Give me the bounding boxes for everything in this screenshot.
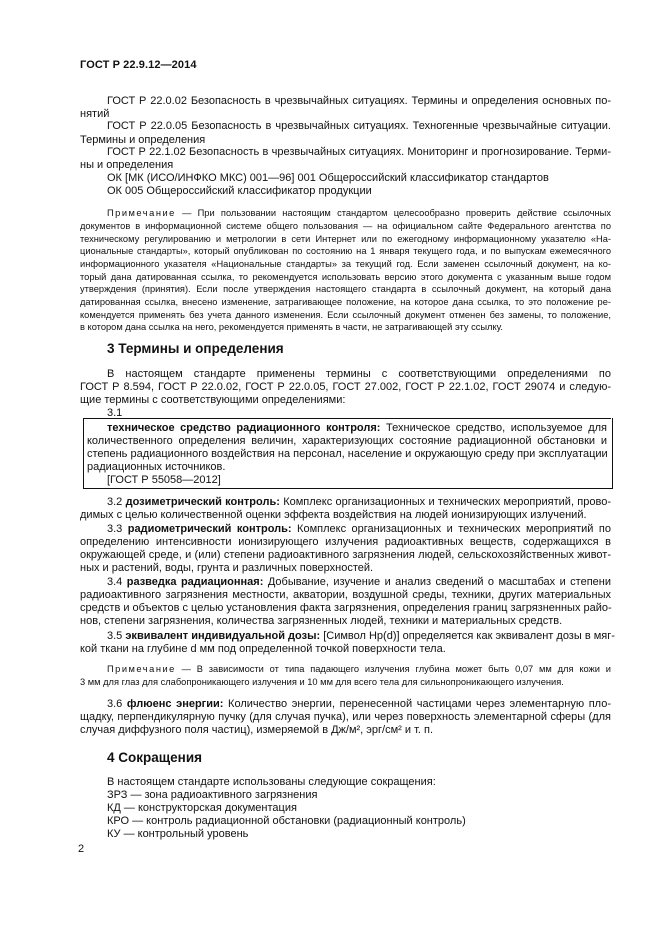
term-number: 3.2 <box>107 496 126 508</box>
note-line: 3 мм для глаз для слабопроникающего излучения и 10 мм для всего тела для сильнопроникающего излучения. <box>80 677 564 687</box>
note-text: — В зависимости от типа падающего излучения глубина может быть 0,07 мм для кожи и <box>175 664 611 674</box>
para-line: щие термины с соответствующими определениями: <box>80 394 346 406</box>
term-name: радиометрический контроль: <box>127 523 292 535</box>
term-line: радиационных источников. <box>87 461 226 473</box>
ref-line: ОК [МК (ИСО/ИНФКО МКС) 001—96] 001 Общероссийский классификатор стандартов <box>107 172 549 184</box>
term-name: флюенс энергии: <box>126 698 224 710</box>
ref-line: Термины и определения <box>80 134 206 146</box>
term-line: димых с целью количественной оценки эффекта воздействия на людей ионизирующих излучений. <box>80 509 587 521</box>
page-number: 2 <box>78 843 85 855</box>
term-line: средств и объектов с целью установления факта загрязнения, определения границ загрязненных райо- <box>80 602 612 614</box>
note-line: в котором дана ссылка на него, рекомендуется применять в части, не затрагивающей эту ссылку. <box>80 322 503 332</box>
note-line: комендуется применять без учета данного изменения. Если ссылочный документ отменен без замены, то положение, <box>80 310 611 320</box>
term-definition: Добывание, изучение и анализ сведений о масштабах и степени <box>263 576 612 588</box>
document-code-header: ГОСТ Р 22.9.12—2014 <box>80 59 197 71</box>
term-line: щадку, перпендикулярную пучку (для случая пучка), или через поверхность элементарной сферы (для <box>80 711 611 723</box>
term-definition: Техническое средство, используемое для <box>380 422 608 434</box>
note-line: циональные стандарты», который опубликован по состоянию на 1 января текущего года, и по выпускам ежемесячного <box>80 246 611 256</box>
term-name: эквивалент индивидуальной дозы: <box>125 630 321 642</box>
term-line: степень радиационного воздействия на персонал, население и окружающую среду при эксплуатации <box>87 448 608 460</box>
ref-line: ны и определения <box>80 159 174 171</box>
note-line: техническому регулированию и метрологии в сети Интернет или по ежегодному информационному указателю «На- <box>80 234 611 244</box>
note-line: документов в информационной системе общего пользования — на официальном сайте Федерального агентства по <box>80 221 611 231</box>
ref-line: ГОСТ Р 22.0.05 Безопасность в чрезвычайных ситуациях. Техногенные чрезвычайные ситуации. <box>107 120 611 132</box>
term-line: случая диффузного поля частиц), измеряемой в Дж/м², эрг/см² и т. п. <box>80 724 434 736</box>
term-name: разведка радиационная: <box>126 576 264 588</box>
note-line: торый дана датированная ссылка, то рекомендуется использовать версию этого документа с указанным выше годом <box>80 272 611 282</box>
term-line: кой ткани на глубине d мм под определенной точкой поверхности тела. <box>80 643 446 655</box>
term-name: дозиметрический контроль: <box>125 496 280 508</box>
ref-line: ГОСТ Р 22.0.02 Безопасность в чрезвычайных ситуациях. Термины и определения основных по- <box>107 95 611 107</box>
term-number: 3.5 <box>107 630 126 642</box>
section-heading: 3 Термины и определения <box>107 341 284 356</box>
section-heading: 4 Сокращения <box>107 750 202 765</box>
term-definition: Комплекс организационных и технических мероприятий по <box>291 523 611 535</box>
term-definition: [Символ Hp(d)] определяется как эквивалент дозы в мяг- <box>320 630 615 642</box>
term-line: количественного определения величин, характеризующих состояние радиационной обстановки и <box>87 435 607 447</box>
note-line: утверждения (принятия). Если после утверждения настоящего стандарта в ссылочный документ, на который дана <box>80 284 611 294</box>
term-number: 3.4 <box>107 576 127 588</box>
note-text: — При пользовании настоящим стандартом целесообразно проверить действие ссылочных <box>175 208 611 218</box>
note-first-line <box>107 207 611 220</box>
para-line: В настоящем стандарте использованы следующие сокращения: <box>107 776 436 788</box>
note-label: Примечание <box>107 208 176 218</box>
abbreviation-item: ЗРЗ — зона радиоактивного загрязнения <box>107 789 318 801</box>
term-number: 3.1 <box>107 407 123 419</box>
ref-line: ОК 005 Общероссийский классификатор продукции <box>107 185 372 197</box>
abbreviation-item: КРО — контроль радиационной обстановки (радиационный контроль) <box>107 815 466 827</box>
term-line: радиоактивного загрязнения местности, акватории, воздушной среды, техники, других материальных <box>80 589 611 601</box>
note-label: Примечание <box>107 664 176 674</box>
term-first-line <box>107 629 615 643</box>
term-number: 3.3 <box>107 523 128 535</box>
ref-line: нятий <box>80 108 110 120</box>
term-number: 3.6 <box>107 698 127 710</box>
term-definition: Комплекс организационных и технических мероприятий, прово- <box>279 496 611 508</box>
note-line: информационного указателя «Национальные стандарты» за текущий год. Если заменен ссылочный документ, на ко- <box>80 259 611 269</box>
term-line: ных и растений, воды, грунта и различных поверхностей. <box>80 562 374 574</box>
para-line: ГОСТ Р 8.594, ГОСТ Р 22.0.02, ГОСТ Р 22.0.05, ГОСТ 27.002, ГОСТ Р 22.1.02, ГОСТ 29074 и следую- <box>80 381 611 393</box>
term-first-line <box>107 575 611 589</box>
note-first-line <box>107 663 611 676</box>
term-first-line <box>107 495 611 509</box>
term-line: определению интенсивности ионизирующего излучения радиоактивных веществ, содержащихся в <box>80 536 611 548</box>
term-line: окружающей среде, и (или) степени радиоактивного загрязнения людей, сельскохозяйственных живот- <box>80 549 611 561</box>
term-name: техническое средство радиационного контроля: <box>107 422 381 434</box>
note-line: датированная ссылка, внесено изменение, затрагивающее положение, на которое дана ссылка, то это положение ре- <box>80 297 611 307</box>
ref-line: ГОСТ Р 22.1.02 Безопасность в чрезвычайных ситуациях. Мониторинг и прогнозирование. Терми- <box>107 146 611 158</box>
term-source: [ГОСТ Р 55058—2012] <box>107 474 221 486</box>
term-first-line <box>107 421 607 435</box>
term-first-line <box>107 522 611 536</box>
term-first-line <box>107 697 611 711</box>
term-definition: Количество энергии, перенесенной частицами через элементарную пло- <box>223 698 612 710</box>
abbreviation-item: КД — конструкторская документация <box>107 802 297 814</box>
abbreviation-item: КУ — контрольный уровень <box>107 828 249 840</box>
term-line: нов, степени загрязнения, количества загрязненных людей, техники и материальных средств. <box>80 615 563 627</box>
para-line: В настоящем стандарте применены термины с соответствующими определениями по <box>107 368 611 380</box>
